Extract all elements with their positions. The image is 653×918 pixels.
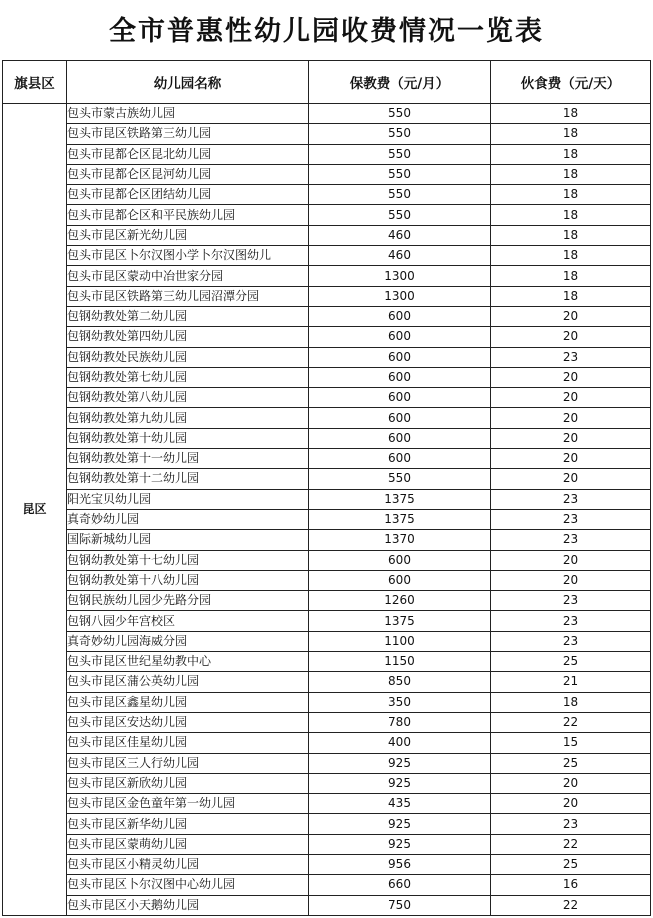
- tuition-cell: 550: [309, 205, 491, 225]
- meal-fee-cell: 20: [491, 773, 651, 793]
- kindergarten-name-cell: 包钢幼教处第八幼儿园: [67, 388, 309, 408]
- table-row: [3, 814, 651, 834]
- table-row: [3, 266, 651, 286]
- table-row: [3, 773, 651, 793]
- table-row: [3, 469, 651, 489]
- kindergarten-name-cell: 包头市昆区铁路第三幼儿园沼潭分园: [67, 286, 309, 306]
- kindergarten-name-cell: 包头市昆区三人行幼儿园: [67, 753, 309, 773]
- meal-fee-cell: 20: [491, 408, 651, 428]
- meal-fee-cell: 20: [491, 449, 651, 469]
- meal-fee-cell: 20: [491, 469, 651, 489]
- kindergarten-name-cell: 包头市昆区金色童年第一幼儿园: [67, 794, 309, 814]
- meal-fee-cell: 20: [491, 428, 651, 448]
- kindergarten-name-cell: 包钢幼教处第十七幼儿园: [67, 550, 309, 570]
- meal-fee-cell: 18: [491, 692, 651, 712]
- kindergarten-name-cell: 包钢幼教处第四幼儿园: [67, 327, 309, 347]
- tuition-cell: 600: [309, 347, 491, 367]
- kindergarten-name-cell: 阳光宝贝幼儿园: [67, 489, 309, 509]
- tuition-cell: 460: [309, 225, 491, 245]
- table-row: [3, 611, 651, 631]
- kindergarten-name-cell: 包钢幼教处第九幼儿园: [67, 408, 309, 428]
- tuition-cell: 600: [309, 449, 491, 469]
- kindergarten-name-cell: 包头市昆都仑区和平民族幼儿园: [67, 205, 309, 225]
- tuition-cell: 925: [309, 814, 491, 834]
- meal-fee-cell: 20: [491, 570, 651, 590]
- table-body: [3, 104, 651, 916]
- header-name: 幼儿园名称: [67, 61, 309, 104]
- table-row: [3, 185, 651, 205]
- tuition-cell: 400: [309, 733, 491, 753]
- kindergarten-name-cell: 国际新城幼儿园: [67, 530, 309, 550]
- tuition-cell: 550: [309, 185, 491, 205]
- meal-fee-cell: 25: [491, 652, 651, 672]
- meal-fee-cell: 18: [491, 185, 651, 205]
- tuition-cell: 600: [309, 327, 491, 347]
- table-row: [3, 834, 651, 854]
- kindergarten-name-cell: 包头市昆区安达幼儿园: [67, 712, 309, 732]
- tuition-cell: 925: [309, 753, 491, 773]
- tuition-cell: 460: [309, 246, 491, 266]
- meal-fee-cell: 22: [491, 895, 651, 915]
- tuition-cell: 925: [309, 834, 491, 854]
- kindergarten-name-cell: 真奇妙幼儿园: [67, 509, 309, 529]
- table-row: [3, 672, 651, 692]
- table-row: [3, 306, 651, 326]
- table-row: [3, 591, 651, 611]
- meal-fee-cell: 25: [491, 854, 651, 874]
- kindergarten-name-cell: 包头市昆区卜尔汉图小学卜尔汉图幼儿: [67, 246, 309, 266]
- meal-fee-cell: 20: [491, 327, 651, 347]
- table-row: [3, 570, 651, 590]
- header-row: [3, 61, 651, 104]
- table-row: [3, 124, 651, 144]
- tuition-cell: 1100: [309, 631, 491, 651]
- meal-fee-cell: 23: [491, 489, 651, 509]
- table-row: [3, 509, 651, 529]
- kindergarten-name-cell: 包头市蒙古族幼儿园: [67, 104, 309, 124]
- kindergarten-name-cell: 包钢幼教处第十二幼儿园: [67, 469, 309, 489]
- tuition-cell: 435: [309, 794, 491, 814]
- kindergarten-name-cell: 包头市昆区鑫星幼儿园: [67, 692, 309, 712]
- table-row: [3, 753, 651, 773]
- meal-fee-cell: 20: [491, 388, 651, 408]
- kindergarten-name-cell: 包头市昆区小精灵幼儿园: [67, 854, 309, 874]
- kindergarten-name-cell: 包钢幼教处第十幼儿园: [67, 428, 309, 448]
- tuition-cell: 1375: [309, 489, 491, 509]
- tuition-cell: 600: [309, 408, 491, 428]
- meal-fee-cell: 18: [491, 266, 651, 286]
- kindergarten-name-cell: 包头市昆区小天鹅幼儿园: [67, 895, 309, 915]
- meal-fee-cell: 21: [491, 672, 651, 692]
- tuition-cell: 550: [309, 469, 491, 489]
- tuition-cell: 925: [309, 773, 491, 793]
- table-row: [3, 144, 651, 164]
- tuition-cell: 780: [309, 712, 491, 732]
- meal-fee-cell: 23: [491, 347, 651, 367]
- kindergarten-name-cell: 包头市昆区蒙萌幼儿园: [67, 834, 309, 854]
- meal-fee-cell: 18: [491, 104, 651, 124]
- district-cell: 昆区: [3, 104, 67, 916]
- kindergarten-name-cell: 包钢八园少年宫校区: [67, 611, 309, 631]
- tuition-cell: 1375: [309, 509, 491, 529]
- kindergarten-name-cell: 包头市昆区蒲公英幼儿园: [67, 672, 309, 692]
- header-tuition: 保教费（元/月）: [309, 61, 491, 104]
- tuition-cell: 550: [309, 104, 491, 124]
- meal-fee-cell: 18: [491, 144, 651, 164]
- meal-fee-cell: 15: [491, 733, 651, 753]
- tuition-cell: 850: [309, 672, 491, 692]
- kindergarten-name-cell: 包钢幼教处第十一幼儿园: [67, 449, 309, 469]
- meal-fee-cell: 18: [491, 246, 651, 266]
- header-district: 旗县区: [3, 61, 67, 104]
- tuition-cell: 1150: [309, 652, 491, 672]
- meal-fee-cell: 16: [491, 875, 651, 895]
- table-row: [3, 733, 651, 753]
- meal-fee-cell: 22: [491, 712, 651, 732]
- table-row: [3, 327, 651, 347]
- table-row: [3, 347, 651, 367]
- tuition-cell: 350: [309, 692, 491, 712]
- table-row: [3, 408, 651, 428]
- table-row: [3, 794, 651, 814]
- table-row: [3, 428, 651, 448]
- fee-table: [2, 60, 651, 916]
- kindergarten-name-cell: 包钢幼教处第七幼儿园: [67, 367, 309, 387]
- meal-fee-cell: 18: [491, 225, 651, 245]
- kindergarten-name-cell: 包头市昆都仑区昆河幼儿园: [67, 164, 309, 184]
- tuition-cell: 600: [309, 367, 491, 387]
- meal-fee-cell: 23: [491, 509, 651, 529]
- kindergarten-name-cell: 包头市昆区新光幼儿园: [67, 225, 309, 245]
- header-meal: 伙食费（元/天）: [491, 61, 651, 104]
- table-row: [3, 388, 651, 408]
- kindergarten-name-cell: 包头市昆都仑区昆北幼儿园: [67, 144, 309, 164]
- tuition-cell: 1260: [309, 591, 491, 611]
- kindergarten-name-cell: 包钢幼教处第二幼儿园: [67, 306, 309, 326]
- table-row: [3, 205, 651, 225]
- kindergarten-name-cell: 包头市昆区铁路第三幼儿园: [67, 124, 309, 144]
- kindergarten-name-cell: 包头市昆区世纪星幼教中心: [67, 652, 309, 672]
- table-row: [3, 246, 651, 266]
- kindergarten-name-cell: 包头市昆区新欣幼儿园: [67, 773, 309, 793]
- tuition-cell: 600: [309, 388, 491, 408]
- table-row: [3, 550, 651, 570]
- tuition-cell: 1300: [309, 266, 491, 286]
- tuition-cell: 600: [309, 550, 491, 570]
- meal-fee-cell: 18: [491, 286, 651, 306]
- table-row: [3, 652, 651, 672]
- kindergarten-name-cell: 包钢幼教处民族幼儿园: [67, 347, 309, 367]
- table-row: [3, 692, 651, 712]
- table-row: [3, 712, 651, 732]
- kindergarten-name-cell: 包头市昆区卜尔汉图中心幼儿园: [67, 875, 309, 895]
- meal-fee-cell: 18: [491, 124, 651, 144]
- kindergarten-name-cell: 包头市昆区蒙动中冶世家分园: [67, 266, 309, 286]
- meal-fee-cell: 23: [491, 591, 651, 611]
- tuition-cell: 660: [309, 875, 491, 895]
- table-row: [3, 367, 651, 387]
- table-row: [3, 449, 651, 469]
- meal-fee-cell: 18: [491, 164, 651, 184]
- meal-fee-cell: 23: [491, 814, 651, 834]
- kindergarten-name-cell: 包头市昆都仑区团结幼儿园: [67, 185, 309, 205]
- meal-fee-cell: 20: [491, 794, 651, 814]
- table-row: [3, 489, 651, 509]
- tuition-cell: 600: [309, 570, 491, 590]
- tuition-cell: 1375: [309, 611, 491, 631]
- tuition-cell: 600: [309, 428, 491, 448]
- tuition-cell: 1300: [309, 286, 491, 306]
- kindergarten-name-cell: 真奇妙幼儿园海威分园: [67, 631, 309, 651]
- meal-fee-cell: 23: [491, 631, 651, 651]
- table-row: [3, 164, 651, 184]
- meal-fee-cell: 22: [491, 834, 651, 854]
- kindergarten-name-cell: 包头市昆区佳星幼儿园: [67, 733, 309, 753]
- table-row: [3, 875, 651, 895]
- page-title: 全市普惠性幼儿园收费情况一览表: [109, 16, 544, 47]
- table-row: [3, 631, 651, 651]
- tuition-cell: 956: [309, 854, 491, 874]
- meal-fee-cell: 20: [491, 367, 651, 387]
- table-row: [3, 854, 651, 874]
- kindergarten-name-cell: 包头市昆区新华幼儿园: [67, 814, 309, 834]
- kindergarten-name-cell: 包钢民族幼儿园少先路分园: [67, 591, 309, 611]
- meal-fee-cell: 23: [491, 611, 651, 631]
- table-row: [3, 286, 651, 306]
- meal-fee-cell: 23: [491, 530, 651, 550]
- table-row: [3, 225, 651, 245]
- tuition-cell: 600: [309, 306, 491, 326]
- table-row: [3, 895, 651, 915]
- tuition-cell: 550: [309, 144, 491, 164]
- meal-fee-cell: 20: [491, 550, 651, 570]
- tuition-cell: 550: [309, 124, 491, 144]
- table-row: [3, 104, 651, 124]
- table-row: [3, 530, 651, 550]
- tuition-cell: 550: [309, 164, 491, 184]
- tuition-cell: 1370: [309, 530, 491, 550]
- meal-fee-cell: 18: [491, 205, 651, 225]
- meal-fee-cell: 20: [491, 306, 651, 326]
- kindergarten-name-cell: 包钢幼教处第十八幼儿园: [67, 570, 309, 590]
- tuition-cell: 750: [309, 895, 491, 915]
- meal-fee-cell: 25: [491, 753, 651, 773]
